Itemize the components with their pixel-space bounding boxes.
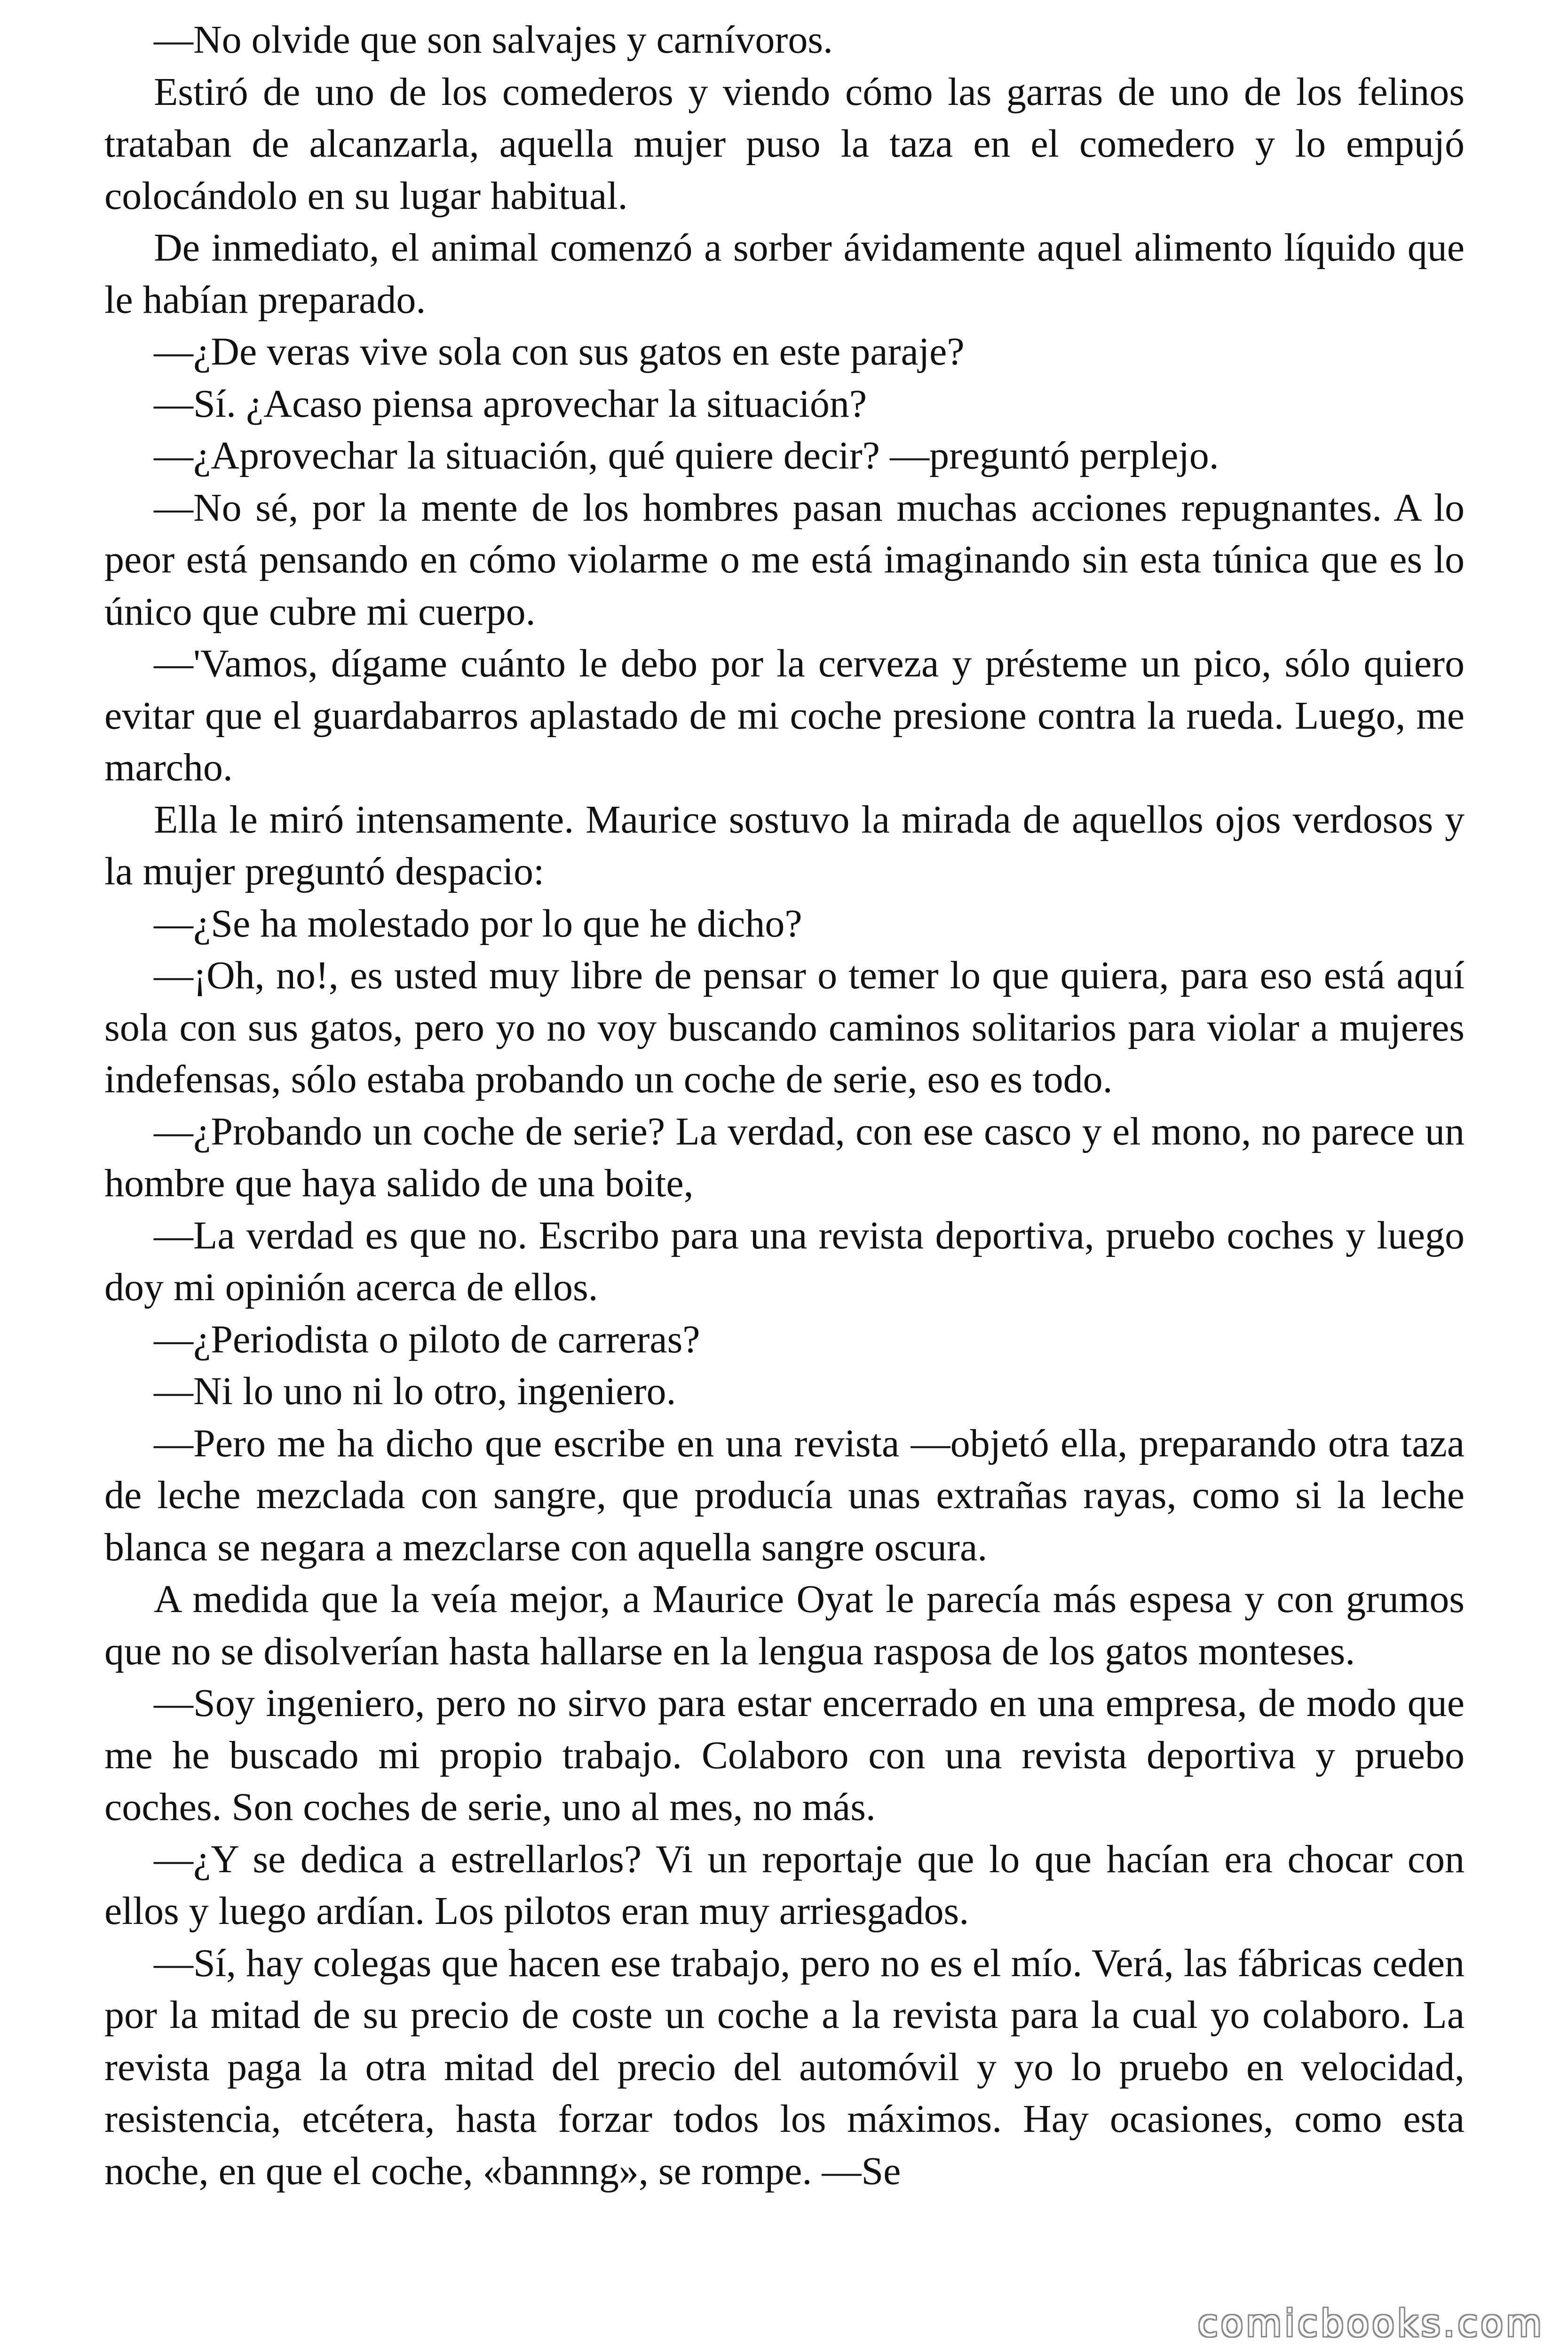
paragraph: De inmediato, el animal comenzó a sorber ávidamente aquel alimento líquido que le habían preparado. (104, 226, 1465, 322)
body-text (104, 14, 1465, 2197)
paragraph: —Soy ingeniero, pero no sirvo para estar encerrado en una empresa, de modo que me he buscado mi propio trabajo. Colaboro con una revista deportiva y pruebo coches. Son coches de serie, uno al mes, no más. (104, 1681, 1465, 1829)
paragraph: Estiró de uno de los comederos y viendo cómo las garras de uno de los felinos trataban de alcanzarla, aquella mujer puso la taza en el comedero y lo empujó colocándolo en su lugar habitual. (104, 70, 1465, 218)
paragraph: A medida que la veía mejor, a Maurice Oyat le parecía más espesa y con grumos que no se disolverían hasta hallarse en la lengua rasposa de los gatos monteses. (104, 1577, 1465, 1673)
paragraph: —Sí. ¿Acaso piensa aprovechar la situación? (154, 381, 867, 426)
paragraph: —La verdad es que no. Escribo para una revista deportiva, pruebo coches y luego doy mi opinión acerca de ellos. (104, 1213, 1465, 1309)
watermark: comicbooks.com (1193, 2300, 1549, 2347)
paragraph: —¿De veras vive sola con sus gatos en este paraje? (154, 330, 965, 373)
paragraph: —¿Y se dedica a estrellarlos? Vi un reportaje que lo que hacían era chocar con ellos y luego ardían. Los pilotos eran muy arriesgados. (104, 1837, 1465, 1933)
paragraph: Ella le miró intensamente. Maurice sostuvo la mirada de aquellos ojos verdosos y la mujer preguntó despacio: (104, 797, 1465, 893)
paragraph: —Sí, hay colegas que hacen ese trabajo, pero no es el mío. Verá, las fábricas ceden por la mitad de su precio de coste un coche a la revista para la cual yo colaboro. La revista paga la otra mitad del precio del automóvil y yo lo pruebo en velocidad, resistencia, etcétera, hasta forzar todos los máximos. Hay ocasiones, como esta noche, en que el coche, «bannng», se rompe. —Se (104, 1941, 1465, 2193)
paragraph: —¿Probando un coche de serie? La verdad, con ese casco y el mono, no parece un hombre que haya salido de una boite, (104, 1109, 1465, 1205)
paragraph: —No olvide que son salvajes y carnívoros. (154, 18, 833, 62)
paragraph: —¡Oh, no!, es usted muy libre de pensar o temer lo que quiera, para eso está aquí sola con sus gatos, pero yo no voy buscando caminos solitarios para violar a mujeres indefensas, sólo estaba probando un coche de serie, eso es todo. (104, 954, 1465, 1101)
paragraph: —¿Aprovechar la situación, qué quiere decir? —preguntó perplejo. (154, 434, 1219, 477)
paragraph: —¿Se ha molestado por lo que he dicho? (154, 901, 802, 946)
paragraph: —No sé, por la mente de los hombres pasan muchas acciones repugnantes. A lo peor está pensando en cómo violarme o me está imaginando sin esta túnica que es lo único que cubre mi cuerpo. (104, 485, 1465, 634)
paragraph: —¿Periodista o piloto de carreras? (154, 1317, 700, 1361)
paragraph: —Ni lo uno ni lo otro, ingeniero. (154, 1369, 676, 1413)
paragraph: —'Vamos, dígame cuánto le debo por la cerveza y présteme un pico, sólo quiero evitar que el guardabarros aplastado de mi coche presione contra la rueda. Luego, me marcho. (104, 642, 1465, 789)
paragraph: —Pero me ha dicho que escribe en una revista —objetó ella, preparando otra taza de leche mezclada con sangre, que producía unas extrañas rayas, como si la leche blanca se negara a mezclarse con aquella sangre oscura. (104, 1421, 1465, 1569)
